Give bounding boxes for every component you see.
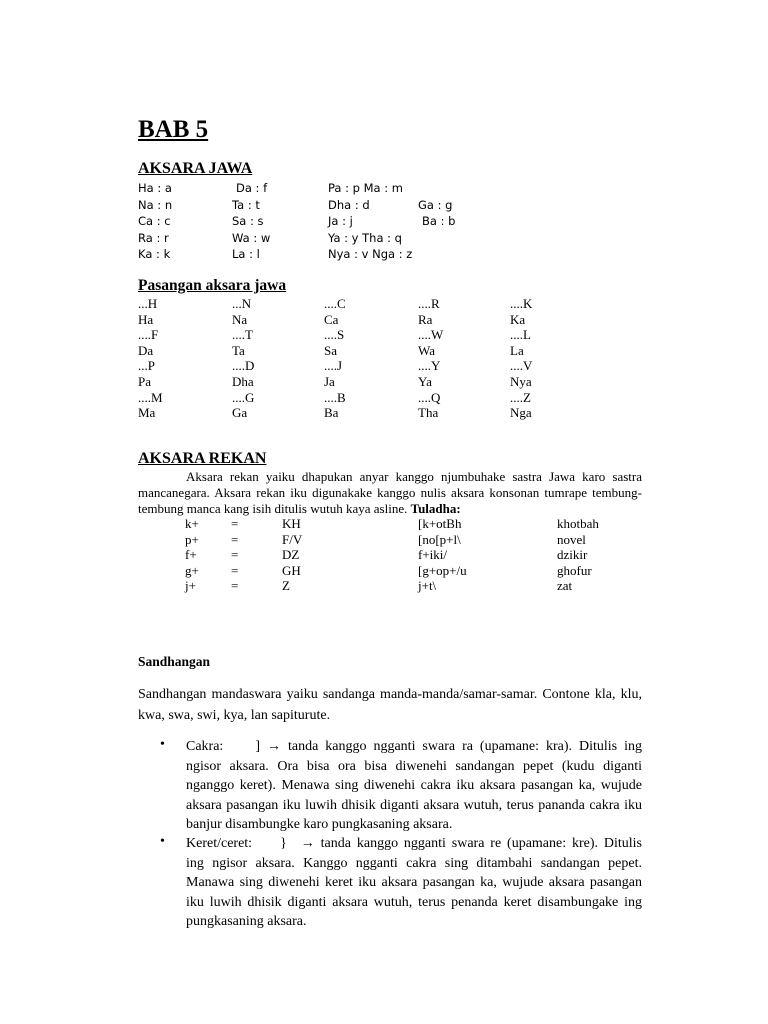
aksara-rekan-paragraph: [138, 469, 642, 517]
rekan-cell: khotbah: [557, 516, 599, 531]
aksara-jawa-cell: Nya : v Nga : z: [328, 247, 413, 261]
aksara-jawa-cell: Sa : s: [232, 214, 264, 228]
pasangan-cell: ....V: [510, 358, 533, 374]
pasangan-cell: Ca: [324, 311, 339, 327]
aksara-jawa-cell: Ca : c: [138, 214, 171, 228]
pasangan-cell: Ba: [324, 405, 339, 421]
pasangan-heading: Pasangan aksara jawa: [138, 277, 287, 294]
aksara-jawa-cell: Ja : j: [328, 214, 353, 228]
pasangan-cell: ....J: [324, 358, 343, 374]
pasangan-cell: Ha: [138, 311, 154, 327]
rekan-cell: =: [231, 578, 239, 593]
rekan-cell: f+iki/: [418, 547, 447, 562]
rekan-cell: k+: [185, 516, 199, 531]
rekan-cell: ghofur: [557, 562, 592, 578]
sandhangan-paragraph: Sandhangan mandaswara yaiku sandanga manda-manda/samar-samar. Contone kla, klu, kwa, swa, swi, kya, lan sapiturute.: [138, 687, 642, 723]
aksara-jawa-heading: AKSARA JAWA: [138, 160, 253, 177]
pasangan-cell: ....C: [324, 296, 346, 311]
rekan-cell: [k+otBh: [418, 516, 462, 531]
rekan-cell: p+: [185, 531, 199, 547]
aksara-rekan-text: Aksara rekan yaiku dhapukan anyar kanggo njumbuhake sastra Jawa karo sastra mancanegara. Aksara rekan iku digunakake kanggo nulis aksara konsonan tumrape tembung-tembung manca kang isih ditulis wutuh kaya asline.: [138, 469, 642, 516]
rekan-cell: F/V: [282, 531, 303, 547]
pasangan-cell: ....F: [138, 327, 159, 343]
sandhangan-item-cakra: [186, 737, 642, 835]
aksara-jawa-cell: Da : f: [236, 181, 268, 195]
pasangan-cell: La: [510, 342, 524, 358]
sandhangan-item-keret: [186, 834, 642, 932]
pasangan-cell: Ra: [418, 311, 433, 327]
pasangan-cell: Nya: [510, 374, 532, 389]
bullet-keret: •: [160, 834, 165, 849]
aksara-jawa-cell: Ya : y Tha : q: [328, 230, 402, 245]
keret-glyph: }: [280, 836, 287, 851]
aksara-jawa-cell: Wa : w: [232, 230, 271, 245]
pasangan-cell: ....S: [324, 327, 345, 343]
aksara-jawa-cell: Ha : a: [138, 181, 172, 195]
pasangan-cell: Tha: [418, 405, 439, 421]
pasangan-cell: Ma: [138, 405, 156, 421]
aksara-jawa-cell: Ra : r: [138, 230, 169, 245]
pasangan-cell: ....W: [418, 327, 444, 343]
aksara-jawa-cell: La : l: [232, 247, 260, 261]
rekan-cell: j+: [185, 578, 196, 593]
pasangan-cell: ....D: [232, 358, 255, 374]
pasangan-cell: Ja: [324, 374, 335, 389]
pasangan-cell: ...N: [232, 296, 252, 311]
pasangan-cell: Nga: [510, 405, 532, 421]
rekan-cell: KH: [282, 516, 301, 531]
rekan-cell: =: [231, 531, 239, 547]
tuladha-label: Tuladha:: [410, 501, 461, 516]
pasangan-cell: ....Z: [510, 389, 531, 405]
item-label: Keret/ceret:: [186, 836, 253, 851]
rekan-cell: =: [231, 562, 239, 578]
rekan-cell: zat: [557, 578, 573, 593]
rekan-cell: g+: [185, 562, 199, 578]
chapter-title: BAB 5: [138, 116, 209, 143]
item-text: tanda kanggo ngganti swara ra (upamane: kra). Ditulis ing ngisor aksara. Ora bisa ora bisa diwenehi sandangan pepet (kudu diganti nganggo keret). Menawa sing diwenehi cakra iku aksara pasangan ka, wujude aksara pasangan iku luwih dhisik diganti aksara wutuh, terus pananda cakra iku banjur disambungke karo pungkasaning aksara.: [186, 739, 642, 832]
rekan-cell: =: [231, 547, 239, 562]
aksara-jawa-cell: Ba : b: [422, 214, 456, 228]
sandhangan-heading: Sandhangan: [138, 654, 211, 669]
pasangan-cell: ....M: [138, 389, 163, 405]
pasangan-cell: Da: [138, 342, 154, 358]
aksara-jawa-cell: Ka : k: [138, 247, 171, 261]
item-text: tanda kanggo ngganti swara re (upamane: kre). Ditulis ing ngisor aksara. Kanggo ngganti cakra sing ditambahi sandangan pepet. Manawa sing diwenehi keret iku aksara pasangan ka, wujude aksara pasangan iku luwih dhisik diganti aksara wutuh, terus penanda keret disambungake ing pungkasaning aksara.: [186, 836, 643, 929]
aksara-jawa-cell: Dha : d: [328, 197, 370, 212]
bullet-cakra: •: [160, 737, 165, 752]
rekan-cell: j+t\: [418, 578, 437, 593]
rekan-cell: GH: [282, 562, 301, 578]
pasangan-cell: Na: [232, 311, 248, 327]
pasangan-cell: Ta: [232, 342, 245, 358]
pasangan-cell: Ka: [510, 311, 526, 327]
aksara-jawa-cell: Ga : g: [418, 197, 453, 212]
rekan-cell: Z: [282, 578, 290, 593]
pasangan-cell: ....Q: [418, 389, 441, 405]
item-label: Cakra:: [186, 739, 224, 754]
rekan-cell: novel: [557, 531, 586, 547]
aksara-jawa-cell: Pa : p Ma : m: [328, 181, 403, 195]
pasangan-cell: ....G: [232, 389, 255, 405]
pasangan-cell: Ga: [232, 405, 248, 421]
pasangan-cell: ....L: [510, 327, 531, 343]
aksara-jawa-cell: Na : n: [138, 197, 173, 212]
cakra-glyph: ]: [255, 739, 260, 754]
pasangan-cell: Ya: [418, 374, 432, 389]
pasangan-cell: ...P: [138, 358, 155, 374]
arrow-icon: →: [300, 836, 315, 851]
aksara-rekan-heading: AKSARA REKAN: [138, 450, 267, 467]
pasangan-cell: ....R: [418, 296, 440, 311]
rekan-cell: f+: [185, 547, 197, 562]
pasangan-cell: ....Y: [418, 358, 441, 374]
rekan-cell: =: [231, 516, 239, 531]
arrow-icon: →: [266, 739, 281, 754]
pasangan-cell: ....T: [232, 327, 253, 343]
pasangan-cell: Wa: [418, 342, 435, 358]
pasangan-cell: ...H: [138, 296, 158, 311]
rekan-cell: [g+op+/u: [418, 562, 467, 578]
pasangan-cell: Dha: [232, 374, 254, 389]
pasangan-cell: ....B: [324, 389, 346, 405]
rekan-cell: [no[p+l\: [418, 531, 461, 547]
pasangan-cell: Sa: [324, 342, 337, 358]
rekan-cell: dzikir: [557, 547, 588, 562]
pasangan-cell: Pa: [138, 374, 151, 389]
rekan-cell: DZ: [282, 547, 300, 562]
pasangan-cell: ....K: [510, 296, 533, 311]
aksara-jawa-cell: Ta : t: [232, 197, 260, 212]
